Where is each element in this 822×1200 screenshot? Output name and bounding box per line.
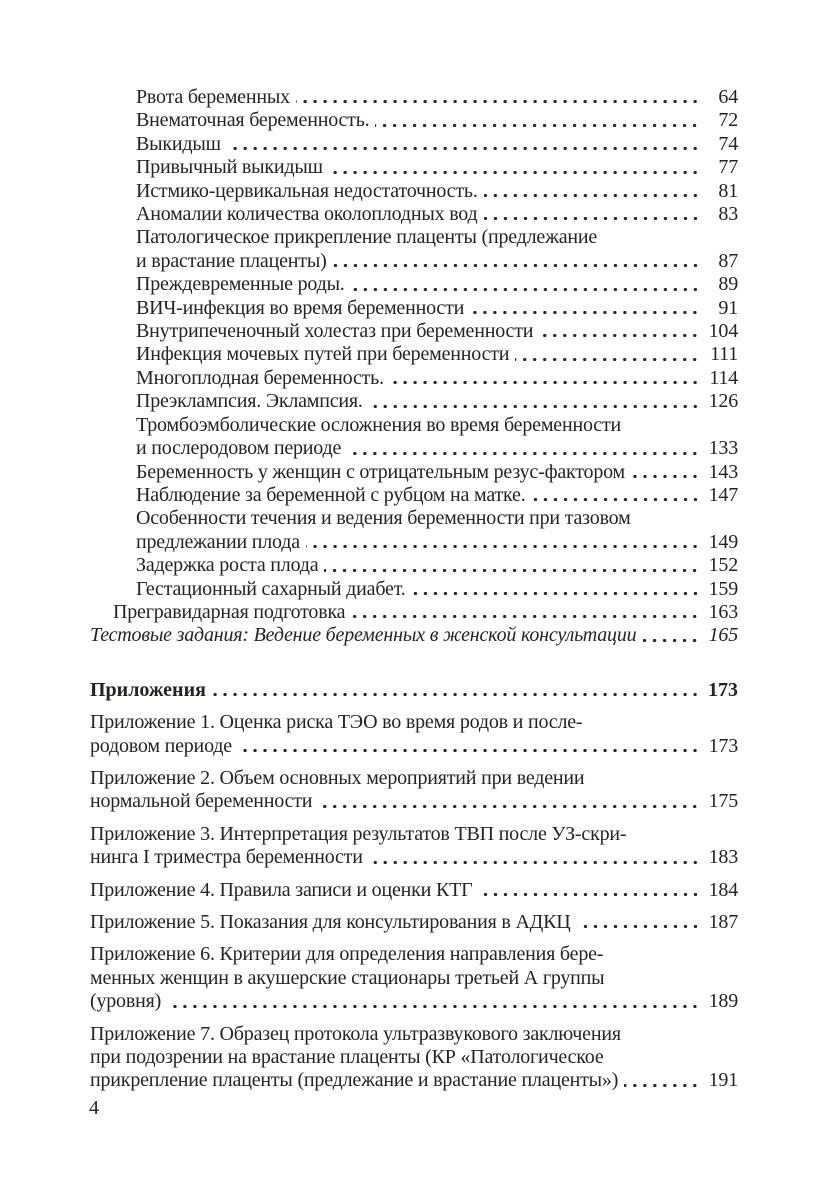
toc-entry-line: [136, 203, 738, 226]
toc-page-number: 149: [708, 530, 738, 553]
dot-leader: [369, 390, 702, 413]
toc-entry: [90, 484, 738, 507]
toc-entry: [90, 601, 738, 624]
toc-entry-line: [90, 679, 738, 702]
toc-entry-line: [136, 180, 738, 203]
toc-page-number: 83: [718, 203, 738, 226]
toc-entry-line: [136, 461, 738, 484]
toc-entry-title: Инфекция мочевых путей при беременности: [136, 343, 510, 366]
toc-entry-title: прикрепление плаценты (предлежание и врастание плаценты»): [90, 1069, 619, 1092]
dot-leader: [375, 109, 702, 132]
toc-entry-line: [90, 1069, 738, 1092]
toc-page-number: 133: [708, 437, 738, 460]
dot-leader: [539, 320, 702, 343]
toc-entry: [90, 109, 738, 132]
toc-entry-title: Приложение 7. Образец протокола ультразвукового заключения: [90, 1022, 621, 1045]
toc-page-number: 114: [709, 366, 738, 389]
toc-page-number: 77: [718, 156, 738, 179]
toc-page-number: 187: [708, 911, 738, 933]
toc-entry: [90, 343, 738, 366]
toc-entry: [90, 273, 738, 296]
dot-leader: [333, 250, 702, 273]
dot-leader: [515, 343, 702, 366]
toc-entry-line: [136, 133, 738, 156]
toc-page-number: 159: [708, 577, 738, 600]
toc-entry-title: Приложение 6. Критерии для определения направления бере-: [90, 943, 604, 966]
toc-entry-title: Выкидыш: [136, 132, 221, 155]
toc-page-number: 89: [718, 273, 738, 296]
dot-leader: [318, 790, 702, 813]
toc-entry-line: [90, 1046, 738, 1069]
toc-page-number: 173: [708, 734, 738, 757]
toc-page-number: 81: [718, 179, 738, 202]
toc-entry-line: [136, 226, 738, 249]
toc-entry-title: Приложение 1. Оценка риска ТЭО во время родов и после-: [90, 711, 583, 734]
toc-entry: [90, 767, 738, 814]
toc-entry-title: ВИЧ-инфекция во время беременности: [136, 296, 465, 319]
dot-leader: [306, 531, 702, 554]
toc-page-number: 191: [708, 1069, 738, 1092]
toc-entry-title: Задержка роста плода: [136, 554, 319, 577]
toc-entry-title: и врастание плаценты): [136, 249, 327, 272]
toc-entry-line: [90, 846, 738, 869]
dot-leader: [577, 911, 702, 934]
toc-entry: [90, 390, 738, 413]
toc-entry: [90, 86, 738, 109]
toc-entry-line: [90, 735, 738, 758]
toc-page-number: 72: [718, 109, 738, 132]
toc-entry-line: [90, 767, 738, 790]
toc-entry-line: [90, 967, 738, 990]
toc-entry: [90, 156, 738, 179]
dot-leader: [369, 846, 702, 869]
dot-leader: [479, 879, 703, 902]
dot-leader: [412, 578, 702, 601]
toc-entry-title: Преэклампсия. Эклампсия.: [136, 390, 363, 413]
toc-entry-title: Особенности течения и ведения беременности при тазовом: [136, 507, 631, 530]
dot-leader: [642, 624, 702, 647]
toc-entry: [90, 133, 738, 156]
toc-page-number: 91: [718, 296, 738, 319]
dot-leader: [347, 437, 702, 460]
toc-entry: [90, 578, 738, 601]
footer-page-number: 4: [89, 1097, 99, 1119]
toc-entry-title: менных женщин в акушерские стационары третьей А группы: [90, 966, 605, 989]
dot-leader: [212, 679, 702, 702]
toc-entry: [90, 823, 738, 870]
toc-entry-title: нормальной беременности: [90, 790, 313, 813]
dot-leader: [167, 990, 702, 1013]
toc-page-number: 74: [718, 132, 738, 155]
toc-entry-title: родовом периоде: [90, 734, 232, 757]
toc-page-number: 104: [708, 320, 738, 343]
dot-leader: [631, 461, 702, 484]
toc-entry-line: [136, 554, 738, 577]
toc-page-number: 184: [708, 878, 738, 901]
toc-entry-title: Истмико-цервикальная недостаточность.: [136, 179, 478, 202]
toc-entry: [90, 879, 738, 902]
toc-page-number: 163: [708, 600, 738, 623]
toc-entry: [90, 624, 738, 647]
toc-entry: [90, 911, 738, 934]
toc-entry-title: и послеродовом периоде: [136, 437, 342, 460]
toc-page-number: 64: [718, 86, 738, 108]
toc-entry: [90, 297, 738, 320]
toc-entry-line: [113, 601, 738, 624]
dot-leader: [227, 133, 702, 156]
toc-entry-line: [136, 156, 738, 179]
toc-page-number: 189: [708, 990, 738, 1013]
toc-entry: [90, 414, 738, 461]
toc-entry-title: Тестовые задания: Ведение беременных в женской консультации: [90, 624, 637, 647]
toc-entry-line: [90, 879, 738, 902]
toc-list: [90, 86, 738, 1093]
toc-entry-title: Приложение 3. Интерпретация результатов ТВП после УЗ-скри-: [90, 822, 627, 845]
dot-leader: [238, 735, 702, 758]
toc-page-number: 173: [708, 678, 738, 701]
toc-entry-title: Патологическое прикрепление плаценты (предлежание: [136, 226, 598, 249]
toc-entry-title: Прегравидарная подготовка: [113, 600, 346, 623]
toc-entry-title: Многоплодная беременность.: [136, 366, 384, 389]
dot-leader: [484, 203, 702, 226]
toc-entry-title: Внематочная беременность.: [136, 109, 370, 132]
toc-page-number: 165: [708, 624, 738, 647]
toc-entry-line: [90, 1023, 738, 1046]
toc-entry-line: [136, 273, 738, 296]
toc-entry-title: Приложение 2. Объем основных мероприятий при ведении: [90, 766, 585, 789]
toc-entry: [90, 461, 738, 484]
toc-entry-title: Приложение 5. Показания для консультирования в АДКЦ: [90, 911, 571, 933]
toc-entry-line: [90, 823, 738, 846]
toc-entry-line: [136, 109, 738, 132]
toc-entry-line: [90, 911, 738, 934]
toc-entry-title: Беременность у женщин с отрицательным резус-фактором: [136, 460, 626, 483]
toc-entry-title: Гестационный сахарный диабет.: [136, 577, 406, 600]
toc-entry-title: Аномалии количества околоплодных вод: [136, 203, 478, 226]
toc-entry-line: [136, 484, 738, 507]
toc-entry: [90, 320, 738, 343]
toc-entry: [90, 679, 738, 702]
toc-page-number: 143: [708, 460, 738, 483]
toc-entry-title: Тромбоэмболические осложнения во время беременности: [136, 413, 621, 436]
dot-leader: [296, 86, 702, 109]
toc-entry-title: Привычный выкидыш: [136, 156, 323, 179]
toc-entry-title: при подозрении на врастание плаценты (КР «Патологическое: [90, 1046, 604, 1069]
toc-entry-title: Преждевременные роды.: [136, 273, 345, 296]
toc-entry-title: нинга I триместра беременности: [90, 846, 363, 869]
toc-entry: [90, 203, 738, 226]
toc-entry: [90, 180, 738, 203]
toc-entry: [90, 554, 738, 577]
toc-page-number: 152: [708, 554, 738, 577]
toc-entry-title: (уровня): [90, 990, 162, 1013]
dot-leader: [351, 273, 702, 296]
toc-entry-line: [90, 943, 738, 966]
toc-entry-title: Приложение 4. Правила записи и оценки КТГ: [90, 878, 473, 901]
toc-entry-line: [136, 297, 738, 320]
toc-entry-line: [90, 624, 738, 647]
toc-entry: [90, 943, 738, 1013]
toc-entry-line: [90, 790, 738, 813]
toc-entry-line: [136, 343, 738, 366]
toc-entry: [90, 711, 738, 758]
toc-entry-line: [136, 437, 738, 460]
toc-entry-title: Внутрипеченочный холестаз при беременности: [136, 320, 534, 343]
toc-entry-line: [90, 711, 738, 734]
dot-leader: [390, 367, 702, 390]
toc-entry: [90, 1023, 738, 1093]
toc-entry-line: [136, 414, 738, 437]
toc-entry-line: [136, 578, 738, 601]
dot-leader: [351, 601, 702, 624]
dot-leader: [470, 297, 702, 320]
toc-entry-line: [136, 367, 738, 390]
toc-entry-title: Приложения: [90, 678, 206, 701]
toc-entry: [90, 367, 738, 390]
toc-entry-line: [136, 250, 738, 273]
dot-leader: [329, 156, 702, 179]
toc-page-number: 147: [708, 483, 738, 506]
toc-entry: [90, 507, 738, 554]
toc-entry-line: [136, 390, 738, 413]
toc-entry-title: предлежании плода: [136, 530, 300, 553]
toc-page-number: 175: [708, 790, 738, 813]
toc-entry-line: [136, 320, 738, 343]
toc-entry-title: Рвота беременных: [136, 86, 290, 108]
toc-entry-line: [90, 990, 738, 1013]
toc-entry: [90, 226, 738, 273]
dot-leader: [532, 484, 702, 507]
toc-page-number: 111: [710, 343, 738, 366]
toc-entry-line: [136, 531, 738, 554]
dot-leader: [484, 180, 702, 203]
toc-page-number: 87: [718, 249, 738, 272]
toc-page-number: 183: [708, 846, 738, 869]
toc-entry-title: Наблюдение за беременной с рубцом на матке.: [136, 483, 526, 506]
toc-entry-line: [136, 507, 738, 530]
dot-leader: [324, 554, 702, 577]
toc-entry-line: [136, 86, 738, 109]
dot-leader: [624, 1069, 702, 1092]
toc-page-number: 126: [708, 390, 738, 413]
